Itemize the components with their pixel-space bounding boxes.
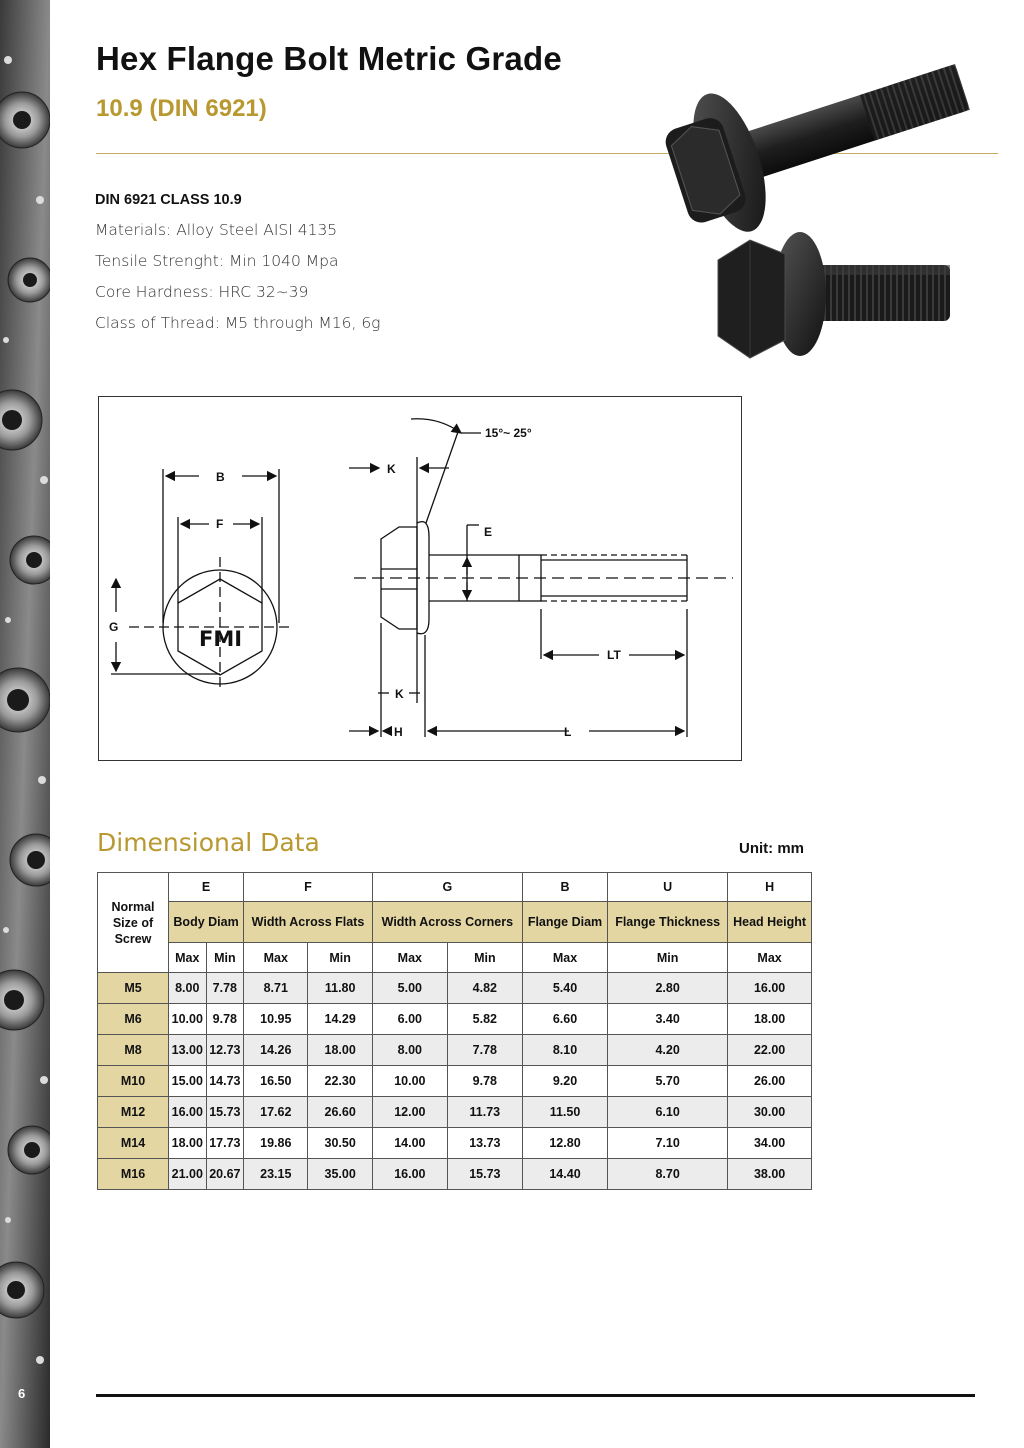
col-f-min: Min	[308, 943, 372, 973]
value-cell: 6.00	[372, 1004, 447, 1035]
size-header: Normal Size of Screw	[98, 873, 169, 973]
value-cell: 15.73	[447, 1159, 522, 1190]
table-row	[98, 973, 812, 1004]
value-cell: 11.73	[447, 1097, 522, 1128]
bolt-product-photo	[650, 40, 990, 390]
size-cell: M10	[98, 1066, 169, 1097]
col-desc-head-height: Head Height	[728, 902, 812, 943]
unit-label: Unit: mm	[739, 840, 804, 857]
spec-materials: Materials: Alloy Steel AISI 4135	[95, 221, 338, 239]
value-cell: 35.00	[308, 1159, 372, 1190]
table-row	[98, 1159, 812, 1190]
value-cell: 17.62	[244, 1097, 308, 1128]
value-cell: 22.30	[308, 1066, 372, 1097]
value-cell: 30.00	[728, 1097, 812, 1128]
value-cell: 34.00	[728, 1128, 812, 1159]
page-subtitle: 10.9 (DIN 6921)	[96, 95, 267, 122]
value-cell: 17.73	[206, 1128, 244, 1159]
label-l: L	[564, 725, 572, 739]
value-cell: 19.86	[244, 1128, 308, 1159]
value-cell: 2.80	[608, 973, 728, 1004]
size-cell: M16	[98, 1159, 169, 1190]
value-cell: 16.50	[244, 1066, 308, 1097]
value-cell: 15.00	[169, 1066, 207, 1097]
value-cell: 14.29	[308, 1004, 372, 1035]
size-cell: M8	[98, 1035, 169, 1066]
value-cell: 14.73	[206, 1066, 244, 1097]
value-cell: 5.40	[522, 973, 607, 1004]
value-cell: 30.50	[308, 1128, 372, 1159]
table-row	[98, 1035, 812, 1066]
fmi-head-marking: FMI	[199, 627, 243, 651]
col-letter-f: F	[244, 873, 373, 902]
value-cell: 21.00	[169, 1159, 207, 1190]
col-desc-width-across-flats: Width Across Flats	[244, 902, 373, 943]
value-cell: 12.80	[522, 1128, 607, 1159]
value-cell: 6.60	[522, 1004, 607, 1035]
col-letter-u: U	[608, 873, 728, 902]
value-cell: 23.15	[244, 1159, 308, 1190]
label-e: E	[484, 525, 493, 539]
value-cell: 4.82	[447, 973, 522, 1004]
value-cell: 13.00	[169, 1035, 207, 1066]
value-cell: 8.00	[169, 973, 207, 1004]
page-number: 6	[18, 1386, 26, 1401]
value-cell: 11.80	[308, 973, 372, 1004]
table-body	[98, 973, 812, 1190]
value-cell: 11.50	[522, 1097, 607, 1128]
footer-divider	[96, 1394, 975, 1397]
col-g-min: Min	[447, 943, 522, 973]
size-cell: M14	[98, 1128, 169, 1159]
col-g-max: Max	[372, 943, 447, 973]
label-angle: 15°~ 25°	[485, 426, 532, 440]
value-cell: 12.00	[372, 1097, 447, 1128]
value-cell: 9.78	[206, 1004, 244, 1035]
col-desc-body-diam: Body Diam	[169, 902, 244, 943]
value-cell: 9.78	[447, 1066, 522, 1097]
dimensional-data-table	[97, 872, 812, 1190]
table-row	[98, 1128, 812, 1159]
value-cell: 5.00	[372, 973, 447, 1004]
value-cell: 14.26	[244, 1035, 308, 1066]
spec-tensile-strength: Tensile Strenght: Min 1040 Mpa	[95, 252, 339, 270]
value-cell: 3.40	[608, 1004, 728, 1035]
col-letter-h: H	[728, 873, 812, 902]
col-desc-width-across-corners: Width Across Corners	[372, 902, 522, 943]
label-k-bottom: K	[395, 687, 404, 701]
col-letter-g: G	[372, 873, 522, 902]
table-row	[98, 1066, 812, 1097]
col-letter-e: E	[169, 873, 244, 902]
value-cell: 6.10	[608, 1097, 728, 1128]
value-cell: 38.00	[728, 1159, 812, 1190]
spec-thread-class: Class of Thread: M5 through M16, 6g	[95, 314, 381, 332]
table-row	[98, 1097, 812, 1128]
dimensional-data-title: Dimensional Data	[97, 828, 320, 857]
size-cell: M5	[98, 973, 169, 1004]
value-cell: 7.10	[608, 1128, 728, 1159]
label-h: H	[394, 725, 403, 739]
col-desc-flange-thickness: Flange Thickness	[608, 902, 728, 943]
value-cell: 16.00	[372, 1159, 447, 1190]
label-lt: LT	[607, 648, 621, 662]
col-e-min: Min	[206, 943, 244, 973]
value-cell: 10.00	[372, 1066, 447, 1097]
col-letter-b: B	[522, 873, 607, 902]
label-f: F	[216, 517, 224, 531]
value-cell: 13.73	[447, 1128, 522, 1159]
value-cell: 26.60	[308, 1097, 372, 1128]
col-f-max: Max	[244, 943, 308, 973]
label-k-top: K	[387, 462, 396, 476]
table-row	[98, 1004, 812, 1035]
col-u-min: Min	[608, 943, 728, 973]
size-cell: M12	[98, 1097, 169, 1128]
value-cell: 15.73	[206, 1097, 244, 1128]
value-cell: 20.67	[206, 1159, 244, 1190]
value-cell: 7.78	[447, 1035, 522, 1066]
spec-core-hardness: Core Hardness: HRC 32~39	[95, 283, 309, 301]
value-cell: 5.70	[608, 1066, 728, 1097]
value-cell: 16.00	[728, 973, 812, 1004]
col-b-max: Max	[522, 943, 607, 973]
value-cell: 8.71	[244, 973, 308, 1004]
col-h-max: Max	[728, 943, 812, 973]
value-cell: 8.10	[522, 1035, 607, 1066]
technical-drawing	[98, 396, 742, 761]
value-cell: 22.00	[728, 1035, 812, 1066]
value-cell: 14.40	[522, 1159, 607, 1190]
value-cell: 7.78	[206, 973, 244, 1004]
value-cell: 4.20	[608, 1035, 728, 1066]
label-b: B	[216, 470, 225, 484]
value-cell: 26.00	[728, 1066, 812, 1097]
col-desc-flange-diam: Flange Diam	[522, 902, 607, 943]
value-cell: 18.00	[169, 1128, 207, 1159]
value-cell: 10.95	[244, 1004, 308, 1035]
label-g: G	[109, 620, 119, 634]
size-cell: M6	[98, 1004, 169, 1035]
page-title: Hex Flange Bolt Metric Grade	[96, 40, 562, 77]
value-cell: 18.00	[308, 1035, 372, 1066]
value-cell: 18.00	[728, 1004, 812, 1035]
value-cell: 16.00	[169, 1097, 207, 1128]
value-cell: 5.82	[447, 1004, 522, 1035]
col-e-max: Max	[169, 943, 207, 973]
value-cell: 9.20	[522, 1066, 607, 1097]
value-cell: 10.00	[169, 1004, 207, 1035]
value-cell: 8.00	[372, 1035, 447, 1066]
value-cell: 8.70	[608, 1159, 728, 1190]
value-cell: 14.00	[372, 1128, 447, 1159]
side-engine-photo	[0, 0, 50, 1448]
spec-heading: DIN 6921 CLASS 10.9	[95, 192, 242, 208]
value-cell: 12.73	[206, 1035, 244, 1066]
